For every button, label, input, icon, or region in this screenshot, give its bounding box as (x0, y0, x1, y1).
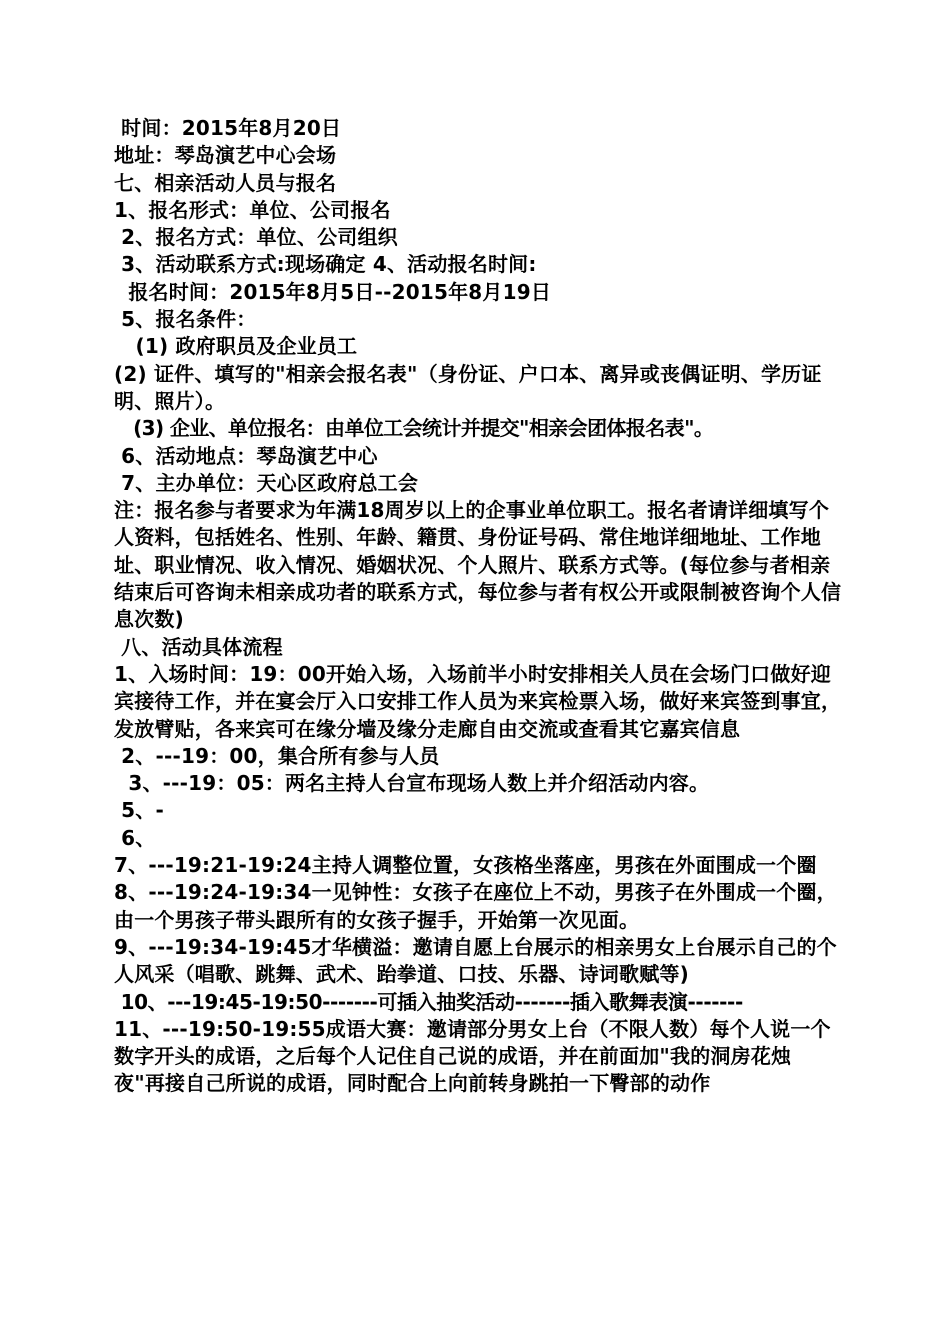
list-item: 1、报名形式：单位、公司报名 (114, 197, 391, 222)
note-paragraph: 注：报名参与者要求为年满18周岁以上的企事业单位职工。报名者请详细填写个人资料，包括姓名、性别、年龄、籍贯、身份证号码、常住地详细地址、工作地址、职业情况、收入情况、婚姻状况、个人照片、联系方式等。(每位参与者相亲结束后可咨询未相亲成功者的联系方式，每位参与者有权公开或限制被咨询个人信息次数) (114, 498, 842, 632)
flow-item: 5、- (114, 798, 164, 823)
flow-item: 11、---19:50-19:55成语大赛：邀请部分男女上台（不限人数）每个人说一个数字开头的成语，之后每个人记住自己说的成语，并在前面加"我的洞房花烛夜"再接自己所说的成语，同时配合上向前转身跳拍一下臀部的动作 (114, 1016, 831, 1096)
sub-item: (2) 证件、填写的"相亲会报名表"（身份证、户口本、离异或丧偶证明、学历证明、照片）。 (114, 361, 822, 413)
flow-item: 2、---19：00，集合所有参与人员 (114, 743, 440, 768)
section-heading: 七、相亲活动人员与报名 (114, 170, 337, 195)
flow-item: 8、---19:24-19:34一见钟性：女孩子在座位上不动，男孩子在外围成一个圈，由一个男孩子带头跟所有的女孩子握手，开始第一次见面。 (114, 880, 837, 932)
list-item: 3、活动联系方式:现场确定 4、活动报名时间: (114, 252, 537, 277)
sub-item: (1) 政府职员及企业员工 (114, 334, 358, 359)
list-item: 6、活动地点：琴岛演艺中心 (114, 443, 378, 468)
time-line: 时间：2015年8月20日 (114, 116, 342, 140)
flow-item: 6、 (114, 825, 156, 850)
flow-item: 7、---19:21-19:24主持人调整位置，女孩格坐落座，男孩在外面围成一个圈 (114, 853, 817, 878)
list-item: 2、报名方式：单位、公司组织 (114, 225, 398, 250)
flow-item: 10、---19:45-19:50-------可插入抽奖活动-------插入歌舞表演------- (114, 989, 743, 1014)
sub-item: (3) 企业、单位报名：由单位工会统计并提交"相亲会团体报名表"。 (114, 416, 714, 441)
flow-item: 3、---19：05：两名主持人台宣布现场人数上并介绍活动内容。 (114, 771, 710, 796)
document-body (114, 115, 842, 1098)
section-heading: 八、活动具体流程 (114, 634, 283, 659)
list-item: 7、主办单位：天心区政府总工会 (114, 470, 419, 495)
list-item: 5、报名条件： (114, 307, 257, 332)
flow-item: 1、入场时间：19：00开始入场，入场前半小时安排相关人员在会场门口做好迎宾接待工作，并在宴会厅入口安排工作人员为来宾检票入场，做好来宾签到事宜，发放臂贴，各来宾可在缘分墙及缘分走廊自由交流或查看其它嘉宾信息 (114, 661, 842, 741)
address-line: 地址：琴岛演艺中心会场 (114, 143, 337, 168)
flow-item: 9、---19:34-19:45才华横溢：邀请自愿上台展示的相亲男女上台展示自己的个人风采（唱歌、跳舞、武术、跆拳道、口技、乐器、诗词歌赋等) (114, 934, 837, 987)
list-item: 报名时间：2015年8月5日--2015年8月19日 (114, 279, 552, 304)
